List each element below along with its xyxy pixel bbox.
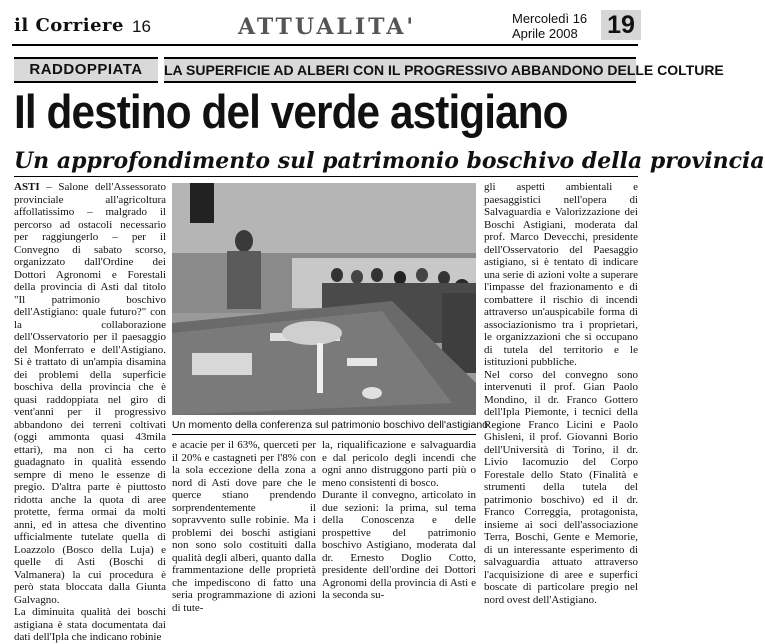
headline: Il destino del verde astigiano xyxy=(14,85,568,138)
article-column-2 xyxy=(172,439,316,614)
kicker-text: LA SUPERFICIE AD ALBERI CON IL PROGRESSIVO ABBANDONO DELLE COLTURE xyxy=(164,57,636,83)
kicker-tag: RADDOPPIATA xyxy=(14,57,158,83)
masthead-rule xyxy=(12,44,638,46)
subheadline-rule xyxy=(14,176,638,177)
masthead xyxy=(12,8,638,42)
subheadline: Un approfondimento sul patrimonio boschivo della provincia xyxy=(14,148,765,174)
article-text: – Salone dell'Assessorato provinciale all'agricoltura affollatissimo – malgrado il percorso ad ostacoli necessario per raggiungerlo – per il Convegno di sabato scorso, organizzato dall'Ordine dei Dottori Agronomi e Forestali della provincia di Asti dal titolo "Il patrimonio boschivo dell'Astigiano: quale futuro?" con la collaborazione dell'Osservatorio per il paesaggio del Monferrato e dell'Astigiano. Si è trattato di un'ampia disamina dei problemi della superficie boschiva della provincia che è quasi raddoppiata nel giro di vent'anni per il progressivo abbandono dei terreni coltivati (oggi ammonta quasi 43mila ettari), ma non ci ha certo guadagnato in qualità essendo sempre di meno le essenze di pregio. D'altra parte è piuttosto ridotta anche la quota di aree protette, ferma ormai da molti anni, ed in attesa che diventino ufficialmente tutelate quella di Loazzolo (Bosco della Luja) e quelle di Asti (Boschi di Valmanera) la cui procedura è però stata bloccata dalla Giunta Galvagno. xyxy=(14,181,166,606)
article-paragraph: la, riqualificazione e salvaguardia e dal pericolo degli incendi che ogni anno distruggono parti più o meno consistenti di bosco. xyxy=(322,439,476,489)
article-column-4 xyxy=(484,181,638,606)
article-paragraph: Durante il convegno, articolato in due sezioni: la prima, sul tema della Conoscenza e delle prospettive del patrimonio boschivo Astigiano, moderata dal dr. Ernesto Doglio Cotto, presidente dell'ordine dei Dottori Agronomi della provincia di Asti e la seconda su- xyxy=(322,489,476,601)
article-column-3 xyxy=(322,439,476,601)
issue-date-line1: Mercoledì 16 xyxy=(512,11,588,26)
issue-date xyxy=(512,11,587,41)
article-paragraph: e acacie per il 63%, querceti per il 20% e castagneti per l'8% con la sola eccezione della zona a nord di Asti dove pare che le querce stiano prendendo sorprendentemente il sopravvento sulle robinie. Ma i problemi dei boschi astigiani non sono solo costituiti dalla qualità degli alberi, quanto dalla frammentazione delle proprietà che impediscono di fatto una seria programmazione di azioni di tute- xyxy=(172,439,316,614)
article-column-1 xyxy=(14,181,166,643)
paper-name: il Corriere xyxy=(14,15,124,36)
photo-caption: Un momento della conferenza sul patrimonio boschivo dell'astigiano xyxy=(172,419,489,431)
article-paragraph: Nel corso del convegno sono intervenuti il prof. Gian Paolo Mondino, il dr. Franco Gottero dell'Ipla Piemonte, i tecnici della Regione Franco Licini e Paolo Ghisleni, il prof. Giovanni Borio dell'Università di Torino, il dr. Livio Iacomuzio del Corpo Forestale dello Stato (Finalità e strumenti della tutela del patrimonio boschivo) ed il dr. Franco Correggia, protagonista, insieme ai soci dell'associazione Terra, Boschi, Gente e Memorie, di un interessante esperimento di salvaguardia attuato attraverso l'acquisizione di aree e superfici boscate di particolare pregio nel nord ovest dell'Astigiano. xyxy=(484,368,638,606)
conference-photo-image xyxy=(172,183,476,415)
article-paragraph xyxy=(14,181,166,606)
dateline-place: ASTI xyxy=(14,181,40,193)
caption-rule xyxy=(172,434,476,435)
kicker-row xyxy=(14,57,724,83)
article-paragraph: gli aspetti ambientali e paesaggistici nell'opera di Salvaguardia e Valorizzazione dei Boschi Astigiani, moderata dal prof. Marco Devecchi, presidente dell'Osservatorio del Paesaggio astigiano, si è tentato di indicare una serie di azioni volte a superare l'impasse del frazionamento e di combattere il rischio di incendi attraverso un'auspicabile forma di associazionismo tra i proprietari, le organizzazioni che si occupano di tutela del territorio e le istituzioni pubbliche. xyxy=(484,181,638,368)
page-number-left: 16 xyxy=(132,17,151,36)
issue-date-line2: Aprile 2008 xyxy=(512,26,578,41)
section-title: ATTUALITA' xyxy=(238,14,417,40)
conference-photo xyxy=(172,183,476,415)
article-paragraph: La diminuita qualità dei boschi astigiana è stata documentata dai dati dell'Ipla che indicano robinie xyxy=(14,606,166,643)
page-number-right: 19 xyxy=(601,10,641,40)
